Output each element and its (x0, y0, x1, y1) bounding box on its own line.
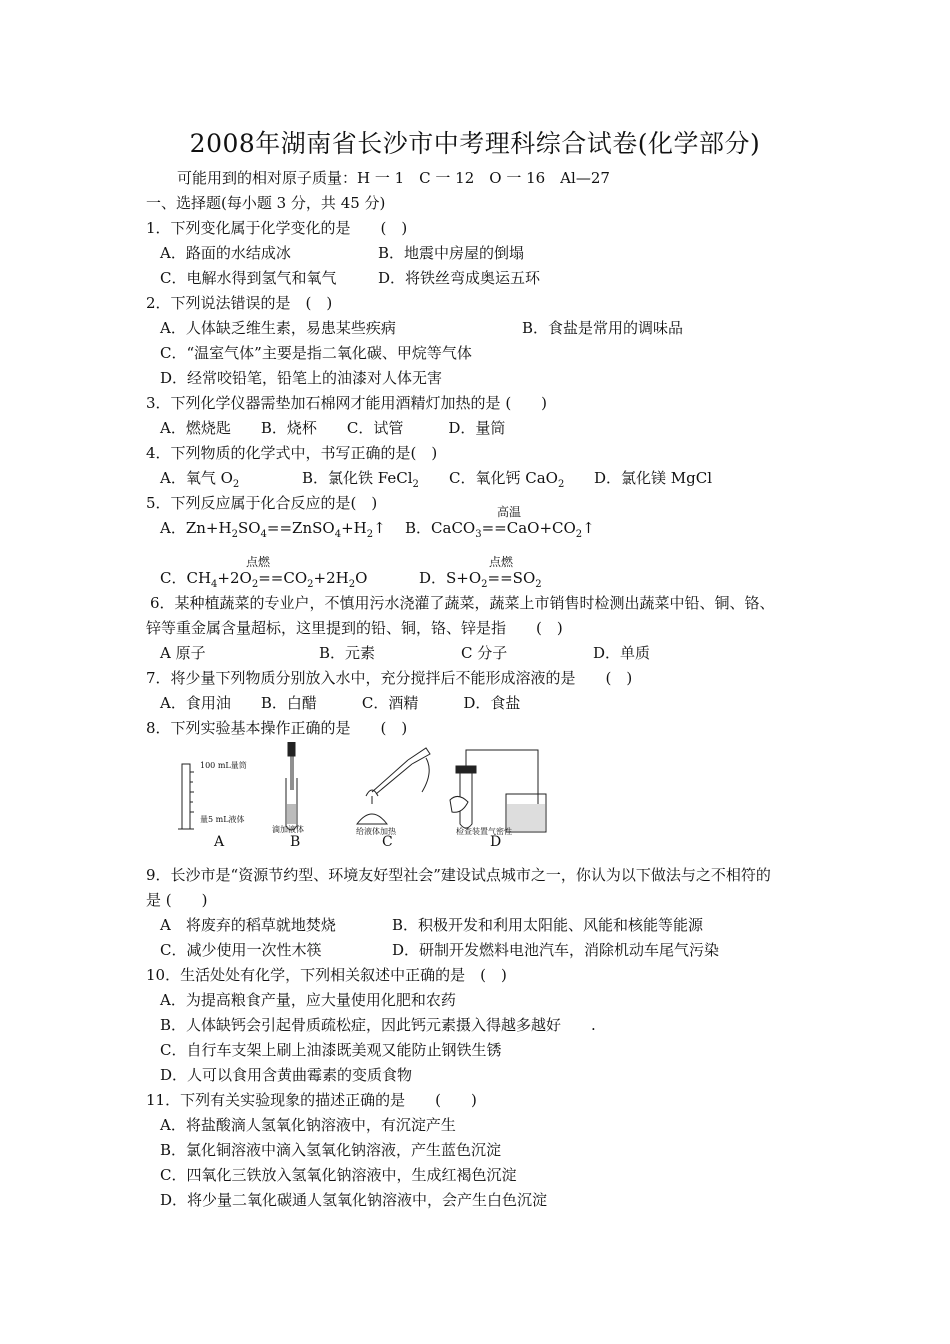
question-4-stem: 4．下列物质的化学式中，书写正确的是( ) (146, 444, 438, 462)
question-6-stem-line2: 锌等重金属含量超标，这里提到的铅、铜，铬、锌是指 ( ) (146, 619, 563, 637)
question-10-option-a: A．为提高粮食产量，应大量使用化肥和农药 (160, 991, 456, 1009)
figure-caption-heating: 给液体加热 (356, 827, 396, 836)
reaction-condition-c: 点燃 (246, 555, 271, 569)
question-4-option-d: D．氯化镁 MgCl (594, 469, 713, 487)
question-2-option-a: A．人体缺乏维生素，易患某些疾病 (160, 319, 396, 337)
question-4-option-a: A．氧气 $O_2$ (160, 469, 240, 490)
gas-tightness-apparatus-icon (450, 750, 546, 832)
section-heading: 一、选择题(每小题 3 分，共 45 分) (146, 194, 386, 212)
question-9-option-d: D．研制开发燃料电池汽车，消除机动车尾气污染 (392, 941, 720, 959)
question-8-stem: 8．下列实验基本操作正确的是 ( ) (146, 719, 408, 737)
figure-caption-cylinder: 100 mL量筒 (200, 761, 247, 770)
question-1-option-b: B．地震中房屋的倒塌 (378, 244, 525, 262)
question-1-option-d: D．将铁丝弯成奥运五环 (378, 269, 541, 287)
atomic-mass-line: 可能用到的相对原子质量：H 一 1 C 一 12 O 一 16 Al—27 (177, 169, 610, 187)
reaction-condition-d: 点燃 (489, 555, 514, 569)
question-6-option-b: B．元素 (319, 644, 376, 662)
alcohol-lamp-icon (357, 748, 430, 824)
question-7-options: A．食用油 B．白醋 C．酒精 D．食盐 (160, 694, 521, 712)
question-6-stem-line1: 6．某种植蔬菜的专业户，不慎用污水浇灌了蔬菜，蔬菜上市销售时检测出蔬菜中铅、铜、铬、 (150, 594, 775, 612)
question-4-option-c: C．氧化钙 CaO$_2$ (449, 469, 565, 490)
question-1-option-c: C．电解水得到氢气和氧气 (160, 269, 337, 287)
question-1-stem: 1．下列变化属于化学变化的是 ( ) (146, 219, 408, 237)
question-6-option-a: A 原子 (160, 644, 206, 662)
question-11-option-d: D．将少量二氧化碳通人氢氧化钠溶液中，会产生白色沉淀 (160, 1191, 548, 1209)
figure-caption-measure: 量5 mL液体 (200, 815, 245, 824)
question-10-option-c: C．自行车支架上刷上油漆既美观又能防止钢铁生锈 (160, 1041, 502, 1059)
question-6-option-d: D．单质 (593, 644, 651, 662)
question-9-option-a: A 将废弃的稻草就地焚烧 (160, 916, 336, 934)
question-2-option-c: C．“温室气体”主要是指二氧化碳、甲烷等气体 (160, 344, 472, 362)
question-10-option-b: B．人体缺钙会引起骨质疏松症，因此钙元素摄入得越多越好 . (160, 1016, 596, 1034)
figure-caption-dropper: 滴加液体 (272, 825, 304, 834)
question-4-option-b: B．氯化铁 FeCl$_2$ (302, 469, 419, 490)
figure-label-a: A (214, 834, 225, 850)
question-9-stem-line2: 是 ( ) (146, 891, 208, 909)
graduated-cylinder-icon (178, 764, 194, 829)
question-3-stem: 3．下列化学仪器需垫加石棉网才能用酒精灯加热的是 ( ) (146, 394, 548, 412)
question-1-option-a: A．路面的水结成冰 (160, 244, 291, 262)
question-11-option-c: C．四氧化三铁放入氢氧化钠溶液中，生成红褐色沉淀 (160, 1166, 517, 1184)
question-2-option-d: D．经常咬铅笔，铅笔上的油漆对人体无害 (160, 369, 443, 387)
question-5-stem: 5．下列反应属于化合反应的是( ) (146, 494, 378, 512)
figure-label-b: B (290, 834, 301, 850)
figure-caption-airtightness: 检查装置气密性 (456, 827, 512, 836)
question-2-stem: 2．下列说法错误的是 ( ) (146, 294, 333, 312)
question-11-option-b: B．氯化铜溶液中滴入氢氧化钠溶液，产生蓝色沉淀 (160, 1141, 502, 1159)
question-7-stem: 7．将少量下列物质分别放入水中，充分搅拌后不能形成溶液的是 ( ) (146, 669, 633, 687)
question-3-options: A．燃烧匙 B．烧杯 C．试管 D．量筒 (160, 419, 506, 437)
question-5-option-d: D．$S+O_2==SO_2$ (419, 569, 542, 590)
question-6-option-c: C 分子 (461, 644, 508, 662)
question-10-stem: 10．生活处处有化学，下列相关叙述中正确的是 ( ) (146, 966, 507, 984)
reaction-condition-b: 高温 (497, 505, 522, 519)
figure-label-d: D (490, 834, 502, 850)
question-9-stem-line1: 9．长沙市是“资源节约型、环境友好型社会”建设试点城市之一，你认为以下做法与之不相符的 (146, 866, 771, 884)
question-9-option-c: C．减少使用一次性木筷 (160, 941, 322, 959)
question-5-option-b: B．$CaCO_3==CaO+CO_2↑$ (405, 519, 595, 540)
dropper-icon (286, 742, 297, 830)
question-5-option-a: A．$Zn+H_2SO_4==ZnSO_4+H_2↑$ (160, 519, 386, 540)
experiment-figure (172, 742, 552, 852)
page-title: 2008年湖南省长沙市中考理科综合试卷(化学部分) (189, 129, 761, 158)
figure-label-c: C (382, 834, 393, 850)
question-5-option-c: C．$CH_4+2O_2==CO_2+2H_2O$ (160, 569, 368, 590)
question-2-option-b: B．食盐是常用的调味品 (522, 319, 684, 337)
question-11-option-a: A．将盐酸滴人氢氧化钠溶液中，有沉淀产生 (160, 1116, 456, 1134)
question-9-option-b: B．积极开发和利用太阳能、风能和核能等能源 (392, 916, 704, 934)
question-10-option-d: D．人可以食用含黄曲霉素的变质食物 (160, 1066, 413, 1084)
question-11-stem: 11．下列有关实验现象的描述正确的是 ( ) (146, 1091, 477, 1109)
